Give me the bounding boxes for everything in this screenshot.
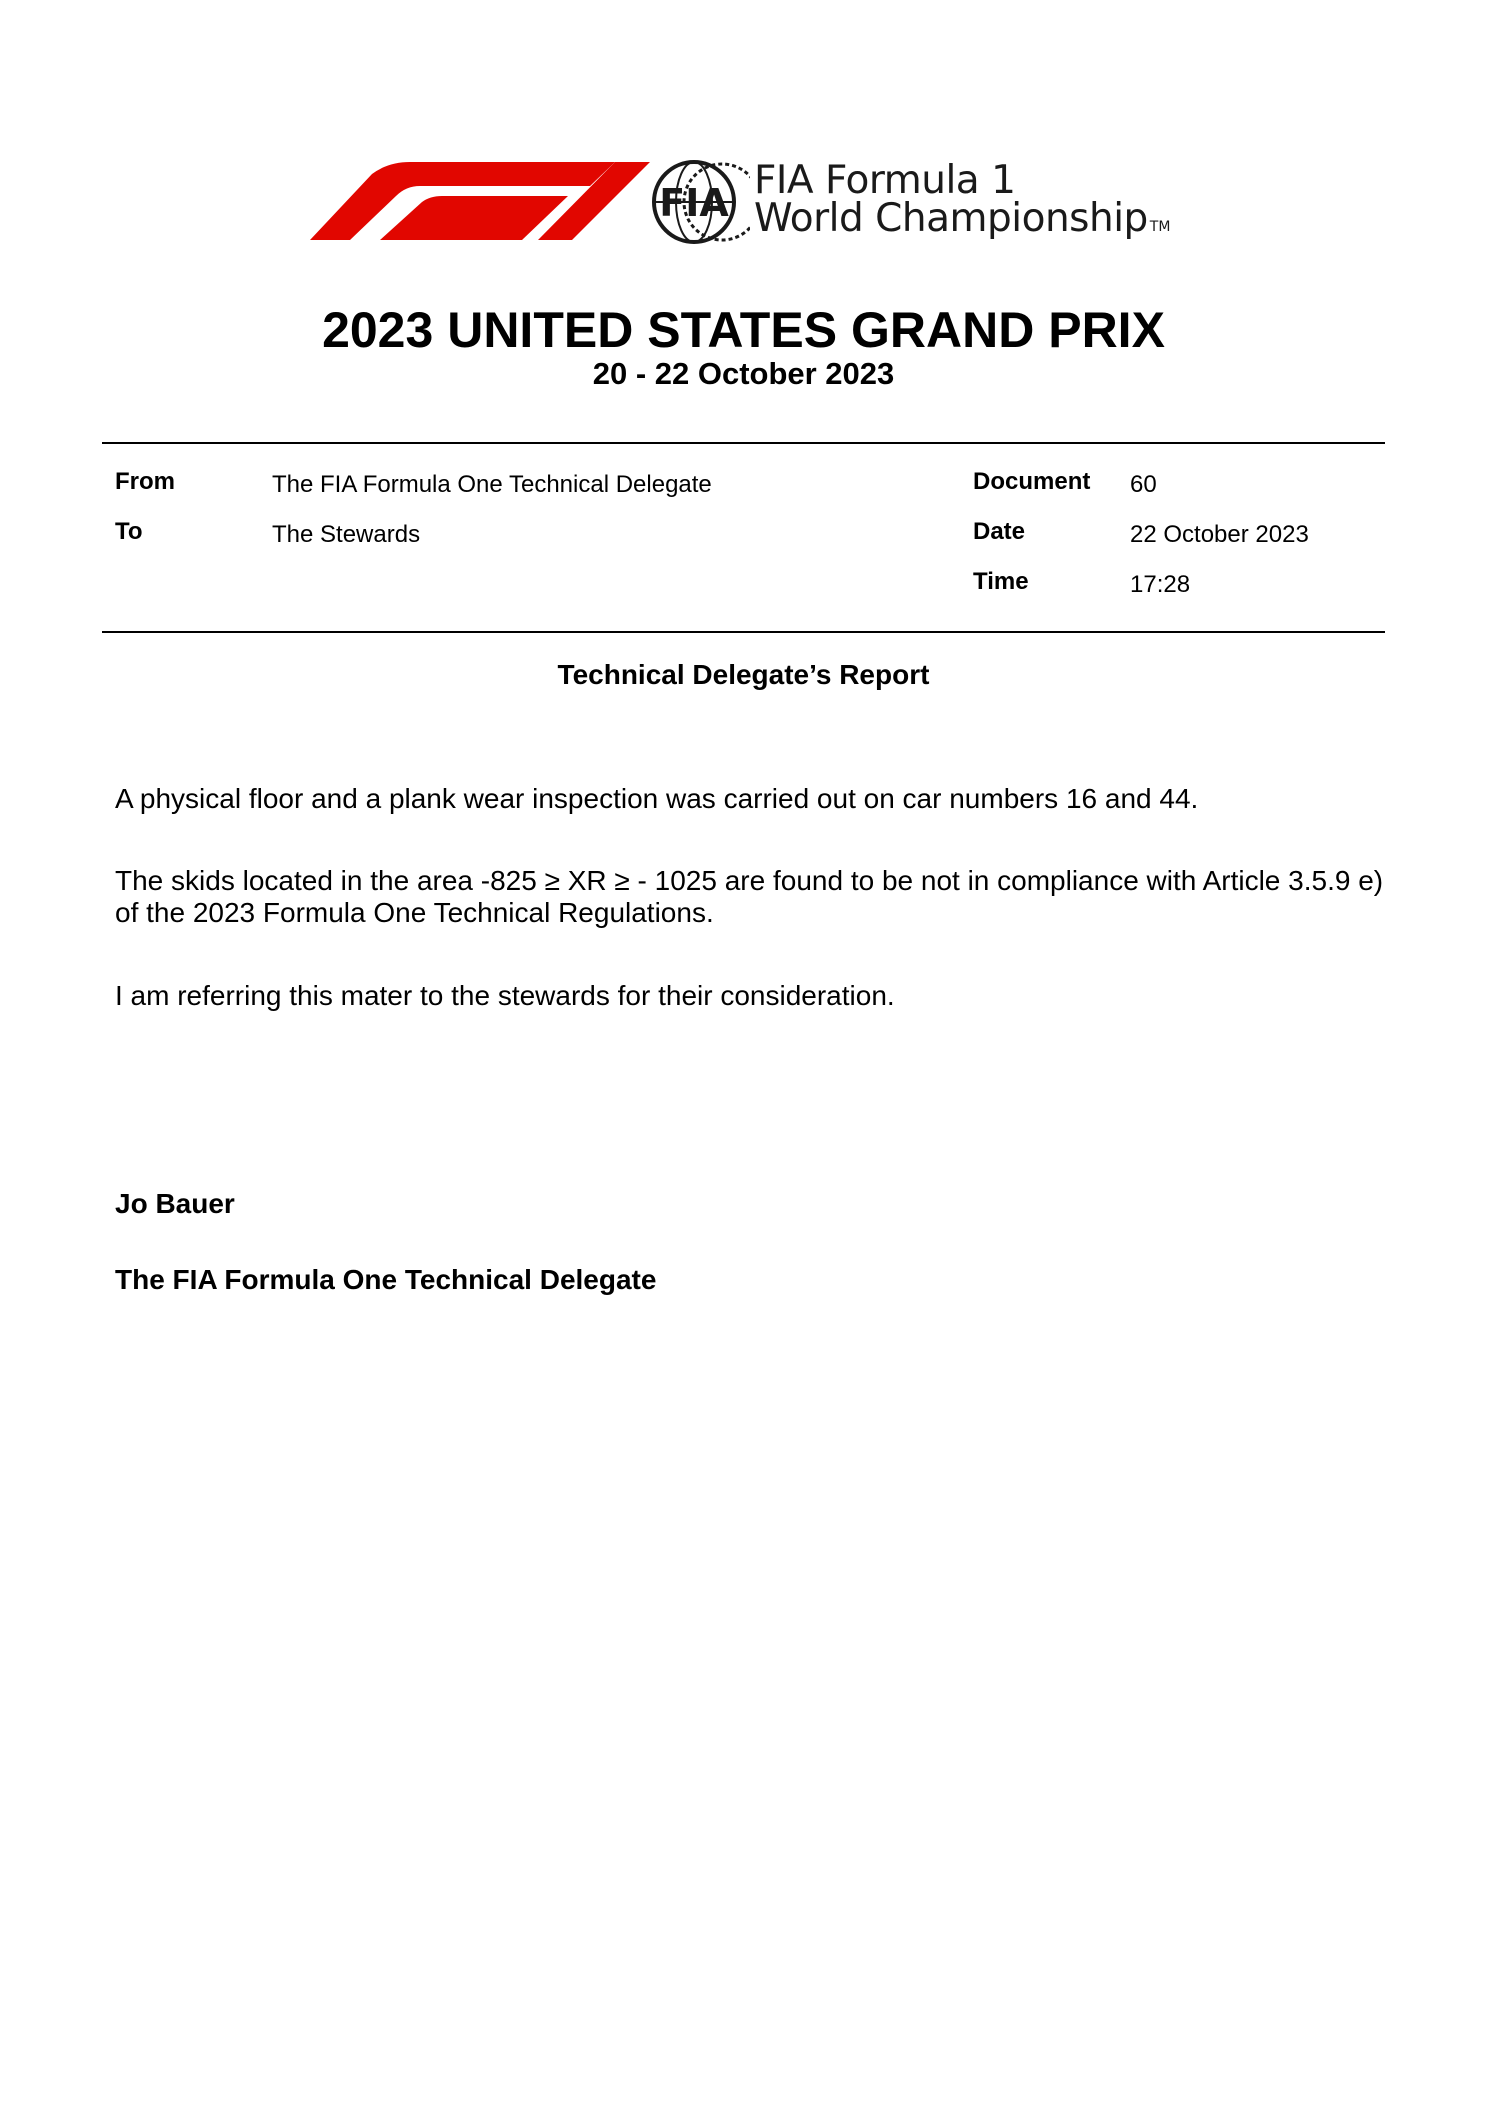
time-value: 17:28 bbox=[1130, 571, 1191, 598]
to-value: The Stewards bbox=[272, 521, 421, 548]
paragraph-1: A physical floor and a plank wear inspection was carried out on car numbers 16 and 44. bbox=[115, 783, 1199, 814]
logo-line2-text: World Championship bbox=[754, 196, 1148, 241]
from-label: From bbox=[115, 468, 175, 495]
title-word-2-initial: S bbox=[647, 302, 681, 358]
document-label: Document bbox=[973, 468, 1091, 495]
bottom-divider bbox=[102, 631, 1385, 633]
top-divider bbox=[102, 442, 1385, 444]
event-dates: 20 - 22 October 2023 bbox=[592, 356, 895, 391]
trademark-mark: TM bbox=[1149, 219, 1171, 235]
signatory-name: Jo Bauer bbox=[115, 1188, 235, 1219]
logo-line1: FIA Formula 1 bbox=[754, 158, 1016, 203]
from-value: The FIA Formula One Technical Delegate bbox=[272, 471, 712, 498]
paragraph-3: I am referring this mater to the stewards for their consideration. bbox=[115, 980, 895, 1011]
report-title: Technical Delegate’s Report bbox=[557, 659, 930, 690]
title-word-3-initial: G bbox=[850, 302, 890, 358]
title-word-1-rest: NITED bbox=[483, 302, 634, 358]
date-value: 22 October 2023 bbox=[1130, 521, 1309, 548]
title-word-3 bbox=[851, 302, 1034, 358]
f1-logo-icon bbox=[310, 156, 750, 246]
title-word-2 bbox=[647, 302, 837, 358]
svg-text:FIA: FIA bbox=[659, 181, 729, 225]
document-value: 60 bbox=[1130, 471, 1157, 498]
logo-line2 bbox=[754, 196, 1171, 246]
to-label: To bbox=[115, 518, 143, 545]
title-word-1 bbox=[447, 302, 633, 358]
title-word-4-rest: RIX bbox=[1081, 302, 1165, 358]
title-word-2-rest: TATES bbox=[680, 302, 838, 358]
title-word-3-rest: RAND bbox=[889, 302, 1035, 358]
title-word-1-initial: U bbox=[447, 302, 484, 358]
title-word-4-initial: P bbox=[1048, 302, 1082, 358]
title-word-4 bbox=[1048, 302, 1165, 358]
paragraph-2: The skids located in the area -825 ≥ XR ≥ - 1025 are found to be not in compliance with Article 3.5.9 e) of the 2023 Formula One Technical Regulations. bbox=[115, 865, 1384, 928]
title-year: 2023 bbox=[322, 302, 434, 358]
f1-fia-logo bbox=[310, 156, 1210, 256]
logo-wordmark bbox=[754, 158, 1171, 246]
page-title bbox=[0, 300, 1487, 360]
time-label: Time bbox=[973, 568, 1029, 595]
signatory-role: The FIA Formula One Technical Delegate bbox=[115, 1264, 657, 1295]
date-label: Date bbox=[973, 518, 1026, 545]
